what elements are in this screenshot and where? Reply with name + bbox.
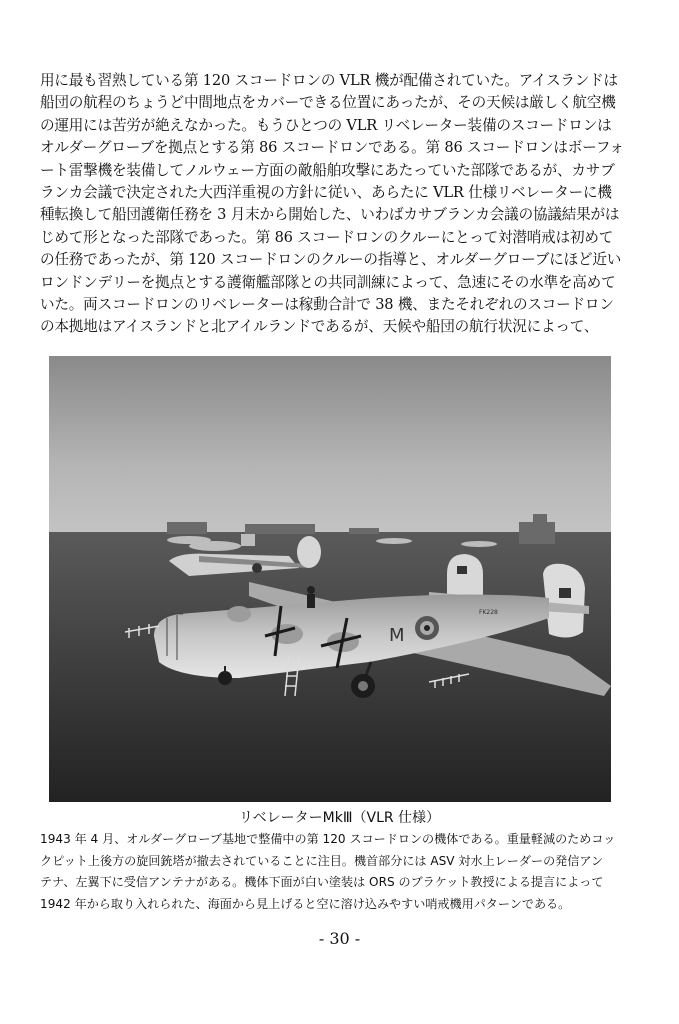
text-line: の運用には苦労が絶えなかった。もうひとつの VLR リベレーター装備のスコードロンは: [40, 116, 612, 134]
roundel: [415, 616, 439, 640]
text-line: ランカ会議で決定された大西洋重視の方針に従い、あらたに VLR 仕様リベレーターに機: [40, 184, 612, 202]
caption-line: テナ、左翼下に受信アンテナがある。機体下面が白い塗装は ORS のブラケット教授による提言によって: [40, 875, 604, 889]
body-text: [40, 70, 640, 339]
text-line: 種転換して船団護衛任務を 3 月末から開始した、いわばカサブランカ会議の協議結果がは: [40, 206, 620, 224]
text-line: の本拠地はアイスランドと北アイルランドであるが、天候や船団の航行状況によって、: [40, 318, 599, 336]
page-number: - 30 -: [318, 929, 361, 948]
aircraft-photo: [49, 356, 611, 802]
serial-marking: FK228: [479, 609, 498, 616]
ground-crew: [307, 586, 315, 608]
caption-line: 1943 年 4 月、オルダーグローブ基地で整備中の第 120 スコードロンの機体である。重量軽減のためコッ: [40, 832, 616, 846]
caption-line: クピット上後方の旋回銃塔が撤去されていることに注目。機首部分には ASV 対水上レーダーの発信アン: [40, 853, 604, 868]
squadron-letter: M: [389, 625, 405, 646]
text-line: ロンドンデリーを拠点とする護衛艦部隊との共同訓練によって、急速にその水準を高めて: [40, 273, 616, 291]
text-line: の任務であったが、第 120 スコードロンのクルーの指導と、オルダーグローブにほど近い: [40, 251, 622, 269]
sky: [49, 356, 611, 536]
text-line: じめて形となった部隊であった。第 86 スコードロンのクルーにとって対潜哨戒は初めて: [40, 228, 614, 246]
text-line: オルダーグローブを拠点とする第 86 スコードロンである。第 86 スコードロンはボーフォ: [40, 139, 624, 157]
caption-line: 1942 年から取り入れられた、海面から見上げると空に溶け込みやすい哨戒機用パターンである。: [40, 896, 571, 911]
text-line: 用に最も習熟している第 120 スコードロンの VLR 機が配備されていた。アイスランドは: [40, 72, 618, 89]
photo-caption-title: リベレーターMkⅢ（VLR 仕様）: [238, 810, 441, 826]
photo-caption-body: [40, 829, 640, 915]
text-line: 船団の航程のちょうど中間地点をカバーできる位置にあったが、その天候は厳しく航空機: [40, 94, 616, 112]
text-line: ート雷撃機を装備してノルウェー方面の敵船舶攻撃にあたっていた部隊であるが、カサブ: [40, 161, 615, 179]
text-line: いた。両スコードロンのリベレーターは稼動合計で 38 機、またそれぞれのスコードロン: [40, 296, 614, 314]
